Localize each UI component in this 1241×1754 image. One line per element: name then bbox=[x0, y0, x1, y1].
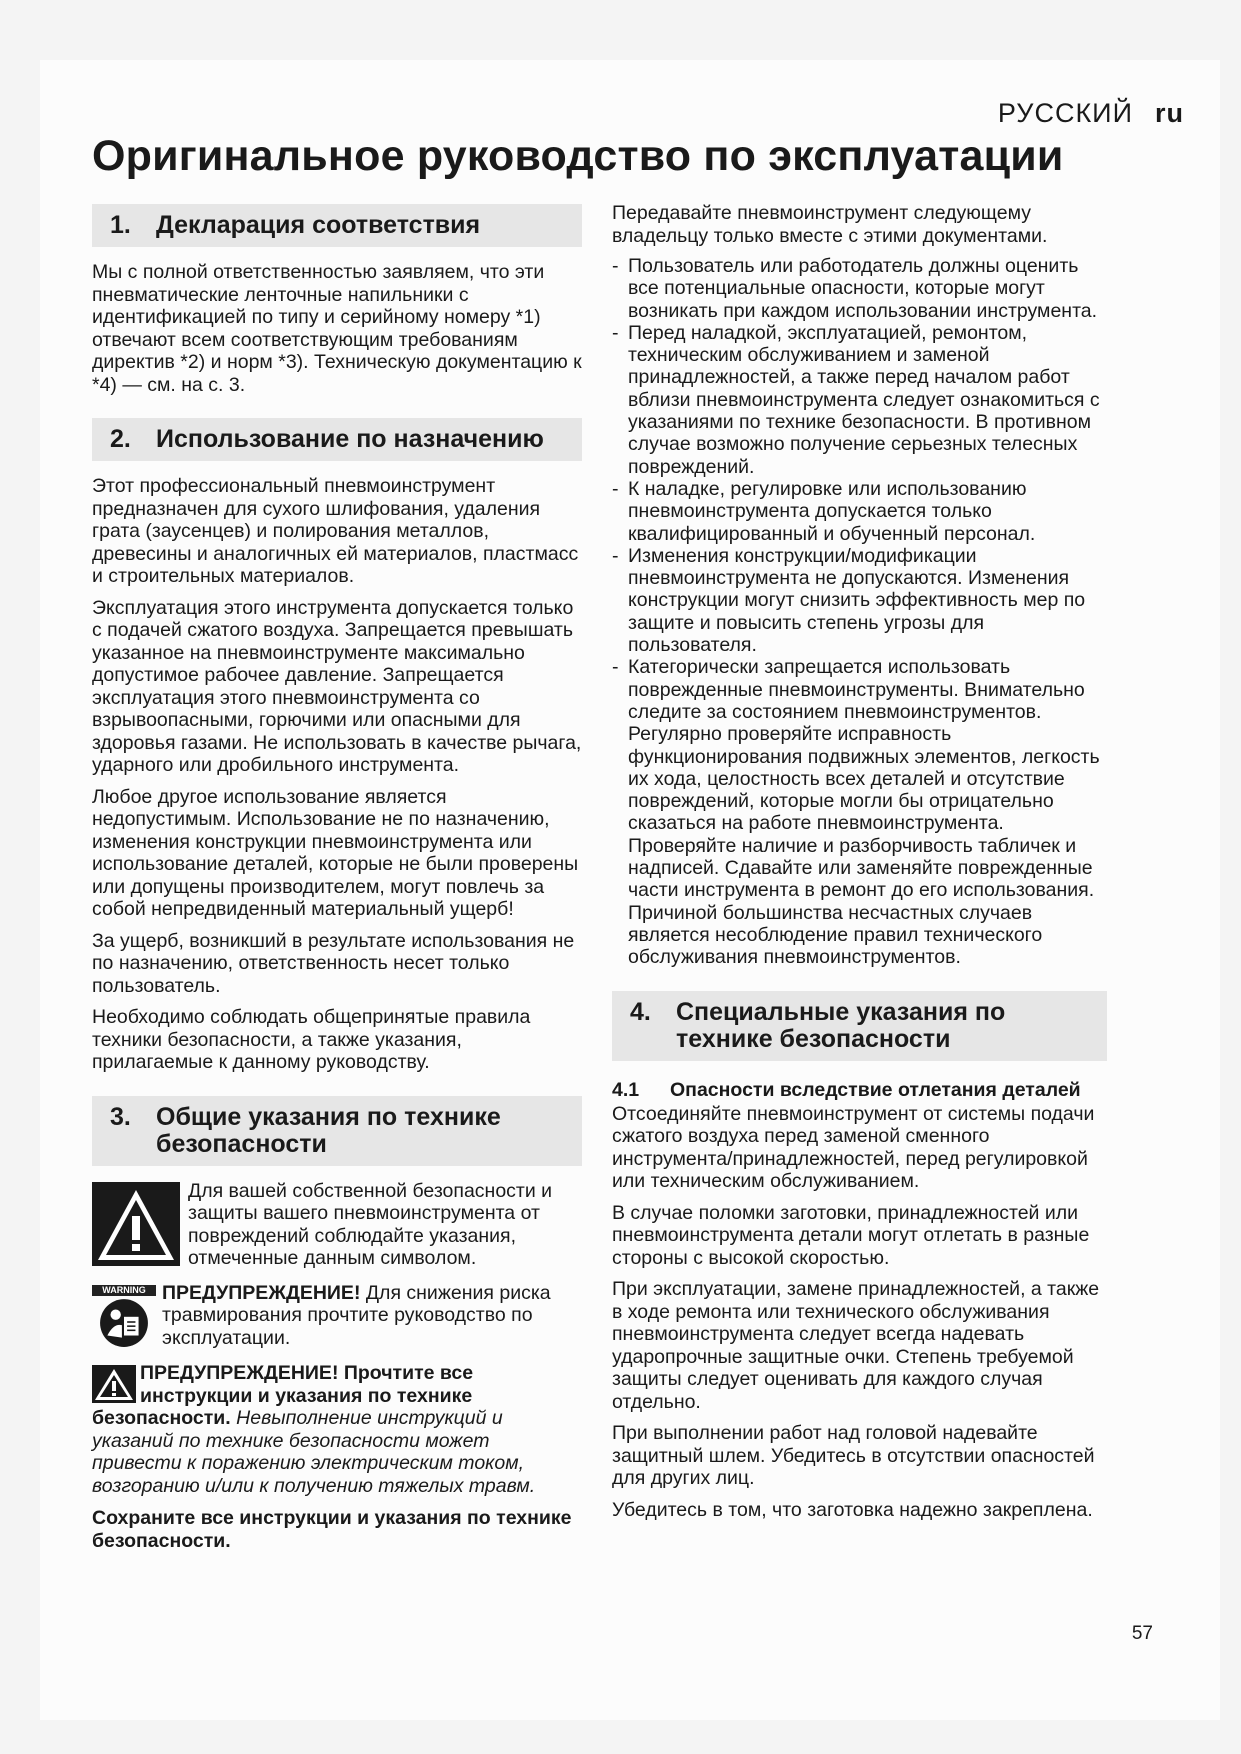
paragraph: Эксплуатация этого инструмента допускается только с подачей сжатого воздуха. Запрещается превышать указанное на пневмоинструменте максимально допустимое рабочее давление. Запрещается эксплуатация этого пневмоинструмента со взрывоопасными, горючими или опасными для здоровья газами. Не использовать в качестве рычага, ударного или дробильного инструмента. bbox=[92, 596, 582, 776]
safety-bullet-list bbox=[612, 255, 1107, 969]
left-column bbox=[92, 204, 582, 1561]
warning-read-manual bbox=[92, 1282, 582, 1354]
paragraph: При эксплуатации, замене принадлежностей, а также в ходе ремонта или технического обслуживания пневмоинструмента следует всегда надевать ударопрочные защитные очки. Степень требуемой защиты следует оценивать для каждого случая отдельно. bbox=[612, 1278, 1100, 1413]
subsection-title: Опасности вследствие отлетания деталей bbox=[670, 1078, 1081, 1101]
subsection-4-1-heading bbox=[612, 1079, 1107, 1101]
paragraph: Убедитесь в том, что заготовка надежно закреплена. bbox=[612, 1498, 1093, 1521]
document-title: Оригинальное руководство по эксплуатации bbox=[92, 132, 1064, 180]
read-manual-icon bbox=[92, 1296, 156, 1348]
section-title: Специальные указания по технике безопасности bbox=[676, 997, 1006, 1053]
keep-instructions-note: Сохраните все инструкции и указания по технике безопасности. bbox=[92, 1507, 572, 1552]
warning-read-instructions bbox=[92, 1362, 582, 1497]
paragraph: При выполнении работ над головой надевайте защитный шлем. Убедитесь в отсутствии опасностей для других лиц. bbox=[612, 1422, 1095, 1489]
language-header bbox=[998, 98, 1184, 129]
language-name: РУССКИЙ bbox=[997, 98, 1133, 128]
paragraph: Необходимо соблюдать общепринятые правила техники безопасности, а также указания, прилагаемые к данному руководству. bbox=[92, 1006, 531, 1073]
language-code: ru bbox=[1155, 98, 1184, 128]
section-number: 2. bbox=[110, 425, 131, 453]
section-1-heading bbox=[92, 204, 582, 247]
list-item: - К наладке, регулировке или использованию пневмоинструмента допускается только квалифицированный и обученный персонал. bbox=[612, 478, 1107, 545]
paragraph: За ущерб, возникший в результате использования не по назначению, ответственность несет только пользователь. bbox=[92, 929, 575, 997]
symbol-note-text: Для вашей собственной безопасности и защиты вашего пневмоинструмента от повреждений соблюдайте указания, отмеченные данным символом. bbox=[188, 1179, 553, 1269]
safety-symbol-note bbox=[92, 1180, 582, 1270]
warning-triangle-icon bbox=[92, 1182, 180, 1266]
paragraph: Отсоединяйте пневмоинструмент от системы подачи сжатого воздуха перед заменой сменного инструмента/принадлежностей, перед регулировкой или техническим обслуживанием. bbox=[612, 1102, 1095, 1192]
list-item: - Пользователь или работодатель должны оценить все потенциальные опасности, которые могут возникать при каждом использовании инструмента. bbox=[612, 255, 1107, 322]
section-title: Декларация соответствия bbox=[156, 211, 481, 239]
section-4-heading bbox=[612, 991, 1107, 1061]
warning-italic-text: Невыполнение инструкций и указаний по технике безопасности может привести к поражению электрическим током, возгоранию и/или к получению тяжелых травм. bbox=[92, 1407, 536, 1497]
right-column bbox=[612, 202, 1107, 1530]
warning-text: Для снижения риска травмирования прочтите руководство по эксплуатации. bbox=[162, 1281, 551, 1349]
section-number: 4. bbox=[630, 997, 651, 1026]
section-title: Использование по назначению bbox=[156, 425, 544, 453]
subsection-number: 4.1 bbox=[612, 1078, 640, 1101]
warning-label bbox=[92, 1285, 156, 1354]
section-3-heading bbox=[92, 1096, 582, 1166]
paragraph: Любое другое использование является недопустимым. Использование не по назначению, изменения конструкции пневмоинструмента или использование деталей, которые не были проверены или допущены производителем, могут повлечь за собой непредвиденный материальный ущерб! bbox=[92, 785, 579, 920]
warning-triangle-icon bbox=[92, 1365, 136, 1403]
page-number: 57 bbox=[1131, 1623, 1153, 1644]
section-number: 1. bbox=[110, 211, 131, 239]
declaration-text: Мы с полной ответственностью заявляем, что эти пневматические ленточные напильники с идентификацией по типу и серийному номеру *1) отвечают всем соответствующим требованиям директив *2) и норм *3). Техническую документацию к *4) — см. на с. 3. bbox=[92, 261, 582, 396]
section-2-heading bbox=[92, 418, 582, 461]
warning-bold: ПРЕДУПРЕЖДЕНИЕ! bbox=[162, 1281, 361, 1304]
paragraph: В случае поломки заготовки, принадлежностей или пневмоинструмента детали могут отлетать в разные стороны с высокой скоростью. bbox=[612, 1201, 1090, 1269]
section-title: Общие указания по технике безопасности bbox=[156, 1102, 501, 1158]
list-item: - Изменения конструкции/модификации пневмоинструмента не допускаются. Изменения конструкции могут снизить эффективность мер по защите и повысить степень угрозы для пользователя. bbox=[612, 545, 1107, 656]
list-item: - Категорически запрещается использовать поврежденные пневмоинструменты. Внимательно следите за состоянием пневмоинструментов. Регулярно проверяйте исправность функционирования подвижных элементов, легкость их хода, целостность всех деталей и отсутствие повреждений, которые могли бы отрицательно сказаться на работе пневмоинструмента. Проверяйте наличие и разборчивость табличек и надписей. Сдавайте или заменяйте поврежденные части инструмента в ремонт до его использования. Причиной большинства несчастных случаев является несоблюдение правил технического обслуживания пневмоинструментов. bbox=[612, 656, 1107, 968]
warning-bold: ПРЕДУПРЕЖДЕНИЕ! Прочтите все инструкции и указания по технике безопасности. bbox=[92, 1362, 474, 1429]
warning-label-text: WARNING bbox=[92, 1285, 156, 1296]
pass-on-note: Передавайте пневмоинструмент следующему владельцу только вместе с этими документами. bbox=[612, 202, 1048, 247]
section-number: 3. bbox=[110, 1102, 131, 1131]
list-item: - Перед наладкой, эксплуатацией, ремонтом, техническим обслуживанием и заменой принадлежностей, а также перед началом работ вблизи пневмоинструмента следует ознакомиться с указаниями по технике безопасности. В противном случае возможно получение серьезных телесных повреждений. bbox=[612, 322, 1107, 478]
paragraph: Этот профессиональный пневмоинструмент предназначен для сухого шлифования, удаления грата (заусенцев) и полирования металлов, древесины и аналогичных ей материалов, пластмасс и строительных материалов. bbox=[92, 475, 579, 587]
